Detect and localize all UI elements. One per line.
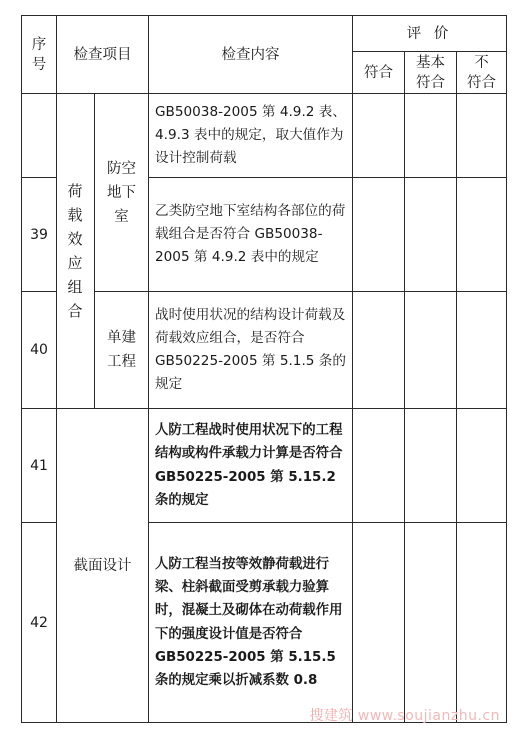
eval-conform-cell[interactable] bbox=[353, 178, 405, 292]
table-row bbox=[22, 409, 507, 523]
eval-basic-conform-cell[interactable] bbox=[405, 178, 457, 292]
eval-basic-conform-cell[interactable] bbox=[405, 409, 457, 523]
header-seq: 序 号 bbox=[22, 16, 57, 94]
eval-conform-cell[interactable] bbox=[353, 292, 405, 409]
group-standalone: 单建 工程 bbox=[95, 292, 149, 409]
eval-conform-cell[interactable] bbox=[353, 523, 405, 723]
table-row bbox=[22, 94, 507, 178]
row-seq bbox=[22, 94, 57, 178]
eval-conform-cell[interactable] bbox=[353, 94, 405, 178]
row-seq: 39 bbox=[22, 178, 57, 292]
header-evaluation: 评 价 bbox=[353, 16, 507, 52]
eval-non-conform-cell[interactable] bbox=[457, 292, 507, 409]
eval-conform-cell[interactable] bbox=[353, 409, 405, 523]
row-content: 乙类防空地下室结构各部位的荷载组合是否符合 GB50038-2005 第 4.9.2 表中的规定 bbox=[149, 178, 353, 292]
watermark bbox=[309, 705, 500, 725]
eval-basic-conform-cell[interactable] bbox=[405, 523, 457, 723]
watermark-url: www.soujianzhu.cn bbox=[357, 708, 500, 724]
watermark-cn: 搜建筑 bbox=[309, 708, 353, 724]
header-conform: 符合 bbox=[353, 52, 405, 94]
row-seq: 40 bbox=[22, 292, 57, 409]
group-load-combination: 荷 载 效 应 组 合 bbox=[57, 94, 95, 409]
row-content: 人防工程战时使用状况下的工程结构或构件承载力计算是否符合 GB50225-2005 第 5.15.2 条的规定 bbox=[149, 409, 353, 523]
header-basic-conform: 基本 符合 bbox=[405, 52, 457, 94]
row-content: 人防工程当按等效静荷载进行梁、柱斜截面受剪承载力验算时，混凝土及砌体在动荷载作用下的强度设计值是否符合 GB50225-2005 第 5.15.5 条的规定乘以折减系数 0.8 bbox=[149, 523, 353, 723]
inspection-table bbox=[21, 15, 507, 723]
eval-basic-conform-cell[interactable] bbox=[405, 292, 457, 409]
row-content: 战时使用状况的结构设计荷载及荷载效应组合，是否符合 GB50225-2005 第 5.1.5 条的规定 bbox=[149, 292, 353, 409]
table-row bbox=[22, 292, 507, 409]
header-item: 检查项目 bbox=[57, 16, 149, 94]
row-seq: 41 bbox=[22, 409, 57, 523]
eval-non-conform-cell[interactable] bbox=[457, 523, 507, 723]
eval-basic-conform-cell[interactable] bbox=[405, 94, 457, 178]
eval-non-conform-cell[interactable] bbox=[457, 178, 507, 292]
row-seq: 42 bbox=[22, 523, 57, 723]
eval-non-conform-cell[interactable] bbox=[457, 94, 507, 178]
header-content: 检查内容 bbox=[149, 16, 353, 94]
group-civil-basement: 防空 地下 室 bbox=[95, 94, 149, 292]
eval-non-conform-cell[interactable] bbox=[457, 409, 507, 523]
header-non-conform: 不 符合 bbox=[457, 52, 507, 94]
row-content: GB50038-2005 第 4.9.2 表、4.9.3 表中的规定，取大值作为设计控制荷载 bbox=[149, 94, 353, 178]
group-section-design: 截面设计 bbox=[57, 409, 149, 723]
